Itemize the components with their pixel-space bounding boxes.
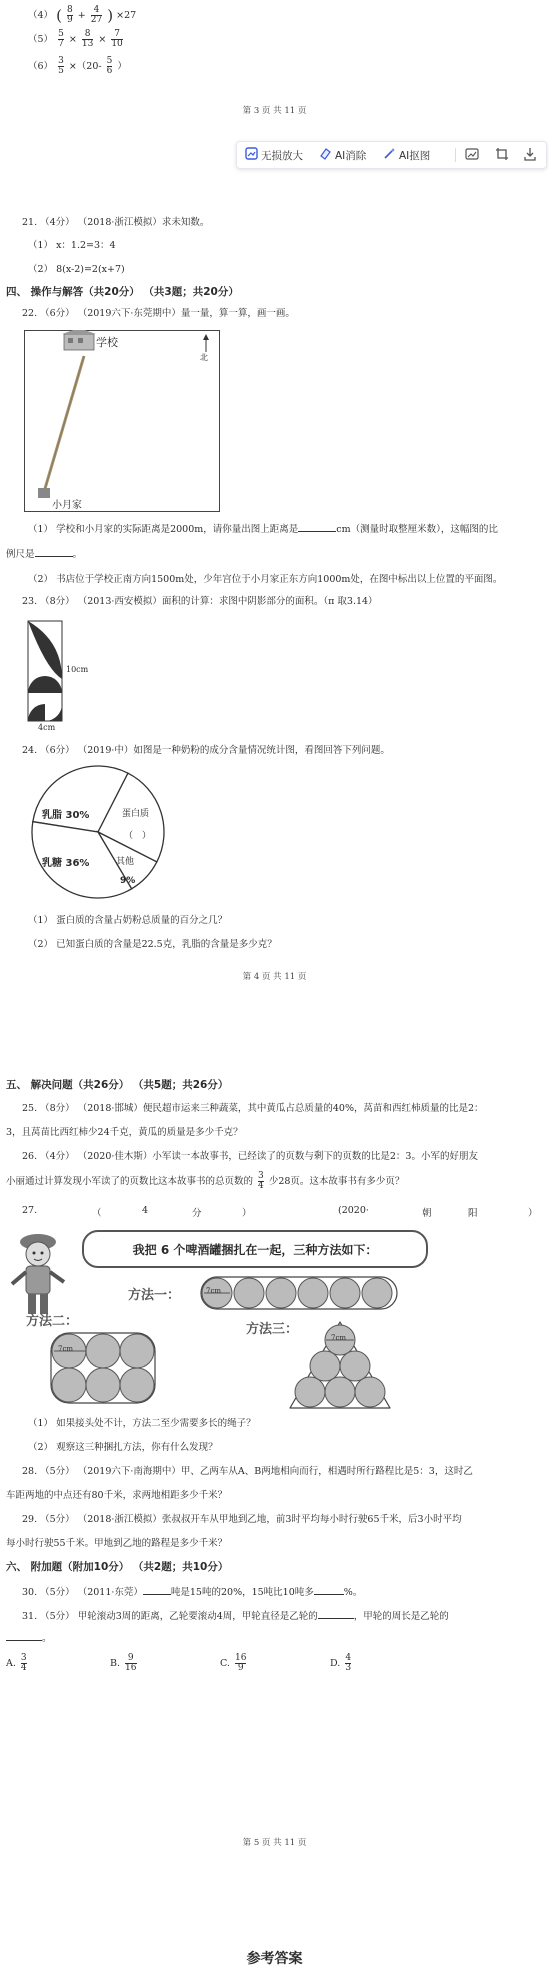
page-footer-3: 第 3 页 共 11 页 xyxy=(242,106,307,116)
ai-cutout-button[interactable]: AI抠图 xyxy=(383,142,430,168)
question-25-line-2: 3，且莴苗比西红柿少24千克，黄瓜的质量是多少千克？ xyxy=(6,1127,243,1138)
page-footer-4: 第 4 页 共 11 页 xyxy=(242,972,307,982)
home-label: 小月家 xyxy=(52,500,82,511)
fraction: $\frac{4}{27}$ xyxy=(90,5,103,25)
question-31-cont: 。 xyxy=(6,1630,52,1644)
fraction: $\frac{8}{13}$ xyxy=(81,29,94,49)
question-27-source: (2020· xyxy=(338,1205,369,1216)
pie-label-other: 其他 xyxy=(116,857,135,867)
calc-item-5: （5） $\frac{5}{7}$ × $\frac{8}{13}$ × $\frac{7}{10}$ xyxy=(28,29,123,49)
choice-a[interactable]: A. $\frac{3}{4}$ xyxy=(6,1653,27,1673)
pie-value-other: 9% xyxy=(120,876,136,886)
edit-image-button[interactable] xyxy=(465,142,479,168)
fraction: $\frac{3}{4}$ xyxy=(20,1653,27,1673)
choice-b[interactable]: B. $\frac{9}{16}$ xyxy=(110,1653,137,1673)
download-button[interactable] xyxy=(523,142,537,168)
question-27-fen: 分 xyxy=(192,1208,202,1219)
fraction: $\frac{16}{9}$ xyxy=(234,1653,247,1673)
question-28-line-1: 28. （5分） （2019六下·南海期中）甲、乙两车从A、B两地相向而行，相遇时所行路程比是5：3，这时乙 xyxy=(22,1466,473,1477)
pie-label-milkfat: 乳脂 30% xyxy=(42,810,90,821)
question-27-paren: ） xyxy=(242,1208,252,1219)
question-31: 31. （5分） 甲轮滚动3周的距离，乙轮要滚动4周，甲轮直径是乙轮的 ，甲轮的周长是乙轮的 xyxy=(22,1611,449,1622)
ai-erase-button[interactable]: AI消除 xyxy=(319,142,366,168)
image-edit-icon xyxy=(465,147,479,164)
fraction: $\frac{5}{7}$ xyxy=(58,29,64,49)
question-21-part-2: （2） 8(x-2)=2(x+7) xyxy=(28,264,125,275)
page-footer-5: 第 5 页 共 11 页 xyxy=(242,1838,307,1848)
speech-bubble: 我把 6 个啤酒罐捆扎在一起，三种方法如下： xyxy=(82,1230,428,1268)
question-21: 21. （4分） （2018·浙江模拟）求未知数。 xyxy=(22,217,210,228)
method-1-label: 方法一： xyxy=(128,1288,181,1303)
calc-item-6: （6） $\frac{3}{5}$ ×（20- $\frac{5}{6}$ ） xyxy=(28,56,127,76)
question-29-line-2: 每小时行驶55千米。甲地到乙地的路程是多少千米？ xyxy=(6,1538,228,1549)
choice-c[interactable]: C. $\frac{16}{9}$ xyxy=(220,1653,247,1673)
question-27-score: 4 xyxy=(142,1205,149,1216)
image-toolbar xyxy=(236,141,547,169)
question-24-part-1: （1） 蛋白质的含量占奶粉总质量的百分之几？ xyxy=(28,915,228,926)
shaded-area-figure xyxy=(26,619,106,731)
map-figure xyxy=(24,330,220,512)
fraction: $\frac{3}{5}$ xyxy=(58,56,64,76)
section-6-title: 六、 附加题（附加10分） （共2题；共10分） xyxy=(6,1561,229,1573)
method-2-label: 方法二： xyxy=(26,1314,79,1329)
question-30: 30. （5分） （2011·东莞） 吨是15吨的20%，15吨比10吨多 %。 xyxy=(22,1587,363,1598)
calc-item-4: （4） ( $\frac{8}{9}$ + $\frac{4}{27}$ ) ×27 xyxy=(28,5,137,25)
north-label: 北 xyxy=(200,353,208,362)
fraction: $\frac{7}{10}$ xyxy=(111,29,123,49)
pie-value-protein: （ ） xyxy=(124,831,152,841)
cartoon-boy-illustration xyxy=(4,1228,74,1320)
question-27-paren: （ xyxy=(92,1208,102,1219)
question-27-number: 27. xyxy=(22,1205,38,1216)
dimension-label: 7cm xyxy=(206,1287,222,1295)
pie-chart xyxy=(28,762,168,902)
fraction: $\frac{9}{16}$ xyxy=(125,1653,137,1673)
method-2-figure xyxy=(50,1332,156,1404)
dimension-label: 7cm xyxy=(331,1334,347,1342)
question-27-part-2: （2） 观察这三种捆扎方法，你有什么发现？ xyxy=(28,1442,218,1453)
question-23: 23. （8分） （2013·西安模拟）面积的计算：求图中阴影部分的面积。（π 取3.14） xyxy=(22,596,378,607)
eraser-icon xyxy=(319,147,332,163)
fraction: $\frac{8}{9}$ xyxy=(66,5,73,25)
toolbar-divider xyxy=(455,148,456,162)
pie-label-lactose: 乳糖 36% xyxy=(42,858,90,869)
question-29-line-1: 29. （5分） （2018·浙江模拟）张叔叔开车从甲地到乙地，前3时平均每小时行驶65千米，后3小时平均 xyxy=(22,1514,462,1525)
question-22-part-1: （1） 学校和小月家的实际距离是2000m，请你量出图上距离是 cm（测量时取整厘米数），这幅图的比 xyxy=(28,524,498,535)
pie-label-protein: 蛋白质 xyxy=(122,809,150,819)
download-icon xyxy=(523,147,537,164)
question-27-source: ） xyxy=(528,1208,538,1219)
question-24: 24. （6分） （2019·中）如图是一种奶粉的成分含量情况统计图，看图回答下列问题。 xyxy=(22,745,390,756)
question-26-line-1: 26. （4分） （2020·佳木斯）小军读一本故事书，已经读了的页数与剩下的页数的比是2：3。小军的好朋友 xyxy=(22,1151,478,1162)
school-label: 学校 xyxy=(96,336,118,349)
lossless-zoom-button[interactable]: 无损放大 xyxy=(245,142,303,168)
section-4-title: 四、 操作与解答（共20分） （共3题；共20分） xyxy=(6,286,239,298)
method-3-figure xyxy=(286,1320,394,1412)
section-5-title: 五、 解决问题（共26分） （共5题；共26分） xyxy=(6,1079,229,1091)
question-26-line-2: 小丽通过计算发现小军读了的页数比这本故事书的总页数的 $\frac{3}{4}$ 少28页。这本故事书有多少页？ xyxy=(6,1171,405,1191)
fraction: $\frac{5}{6}$ xyxy=(106,56,113,76)
crop-button[interactable] xyxy=(495,142,509,168)
question-27-source: 阳 xyxy=(468,1208,478,1219)
choice-d[interactable]: D. $\frac{4}{3}$ xyxy=(330,1653,352,1673)
question-22-part-1-cont: 例尺是 。 xyxy=(6,549,83,560)
bottom-length-label: 4cm xyxy=(38,723,56,732)
question-21-part-1: （1） x：1.2=3：4 xyxy=(28,240,116,251)
question-24-part-2: （2） 已知蛋白质的含量是22.5克，乳脂的含量是多少克？ xyxy=(28,939,277,950)
fraction: $\frac{4}{3}$ xyxy=(345,1653,352,1673)
side-length-label: 10cm xyxy=(66,665,89,674)
magic-wand-icon xyxy=(383,147,396,163)
crop-icon xyxy=(495,147,509,164)
image-zoom-icon xyxy=(245,147,258,163)
question-25-line-1: 25. （8分） （2018·邯城）便民超市运来三种蔬菜，其中黄瓜占总质量的40%，莴苗和西红柿质量的比是2： xyxy=(22,1103,484,1114)
dimension-label: 7cm xyxy=(58,1345,74,1353)
question-27-source: 朝 xyxy=(422,1208,432,1219)
fraction: $\frac{3}{4}$ xyxy=(258,1171,264,1191)
method-1-figure xyxy=(200,1276,398,1310)
question-22: 22. （6分） （2019六下·东莞期中）量一量，算一算，画一画。 xyxy=(22,308,295,319)
question-28-line-2: 车距两地的中点还有80千米，求两地相距多少千米？ xyxy=(6,1490,228,1501)
answers-title: 参考答案 xyxy=(246,1951,303,1967)
method-3-label: 方法三： xyxy=(246,1322,299,1337)
question-27-part-1: （1） 如果接头处不计，方法二至少需要多长的绳子？ xyxy=(28,1418,256,1429)
question-22-part-2: （2） 书店位于学校正南方向1500m处，少年宫位于小月家正东方向1000m处，在图中标出以上位置的平面图。 xyxy=(28,574,503,585)
